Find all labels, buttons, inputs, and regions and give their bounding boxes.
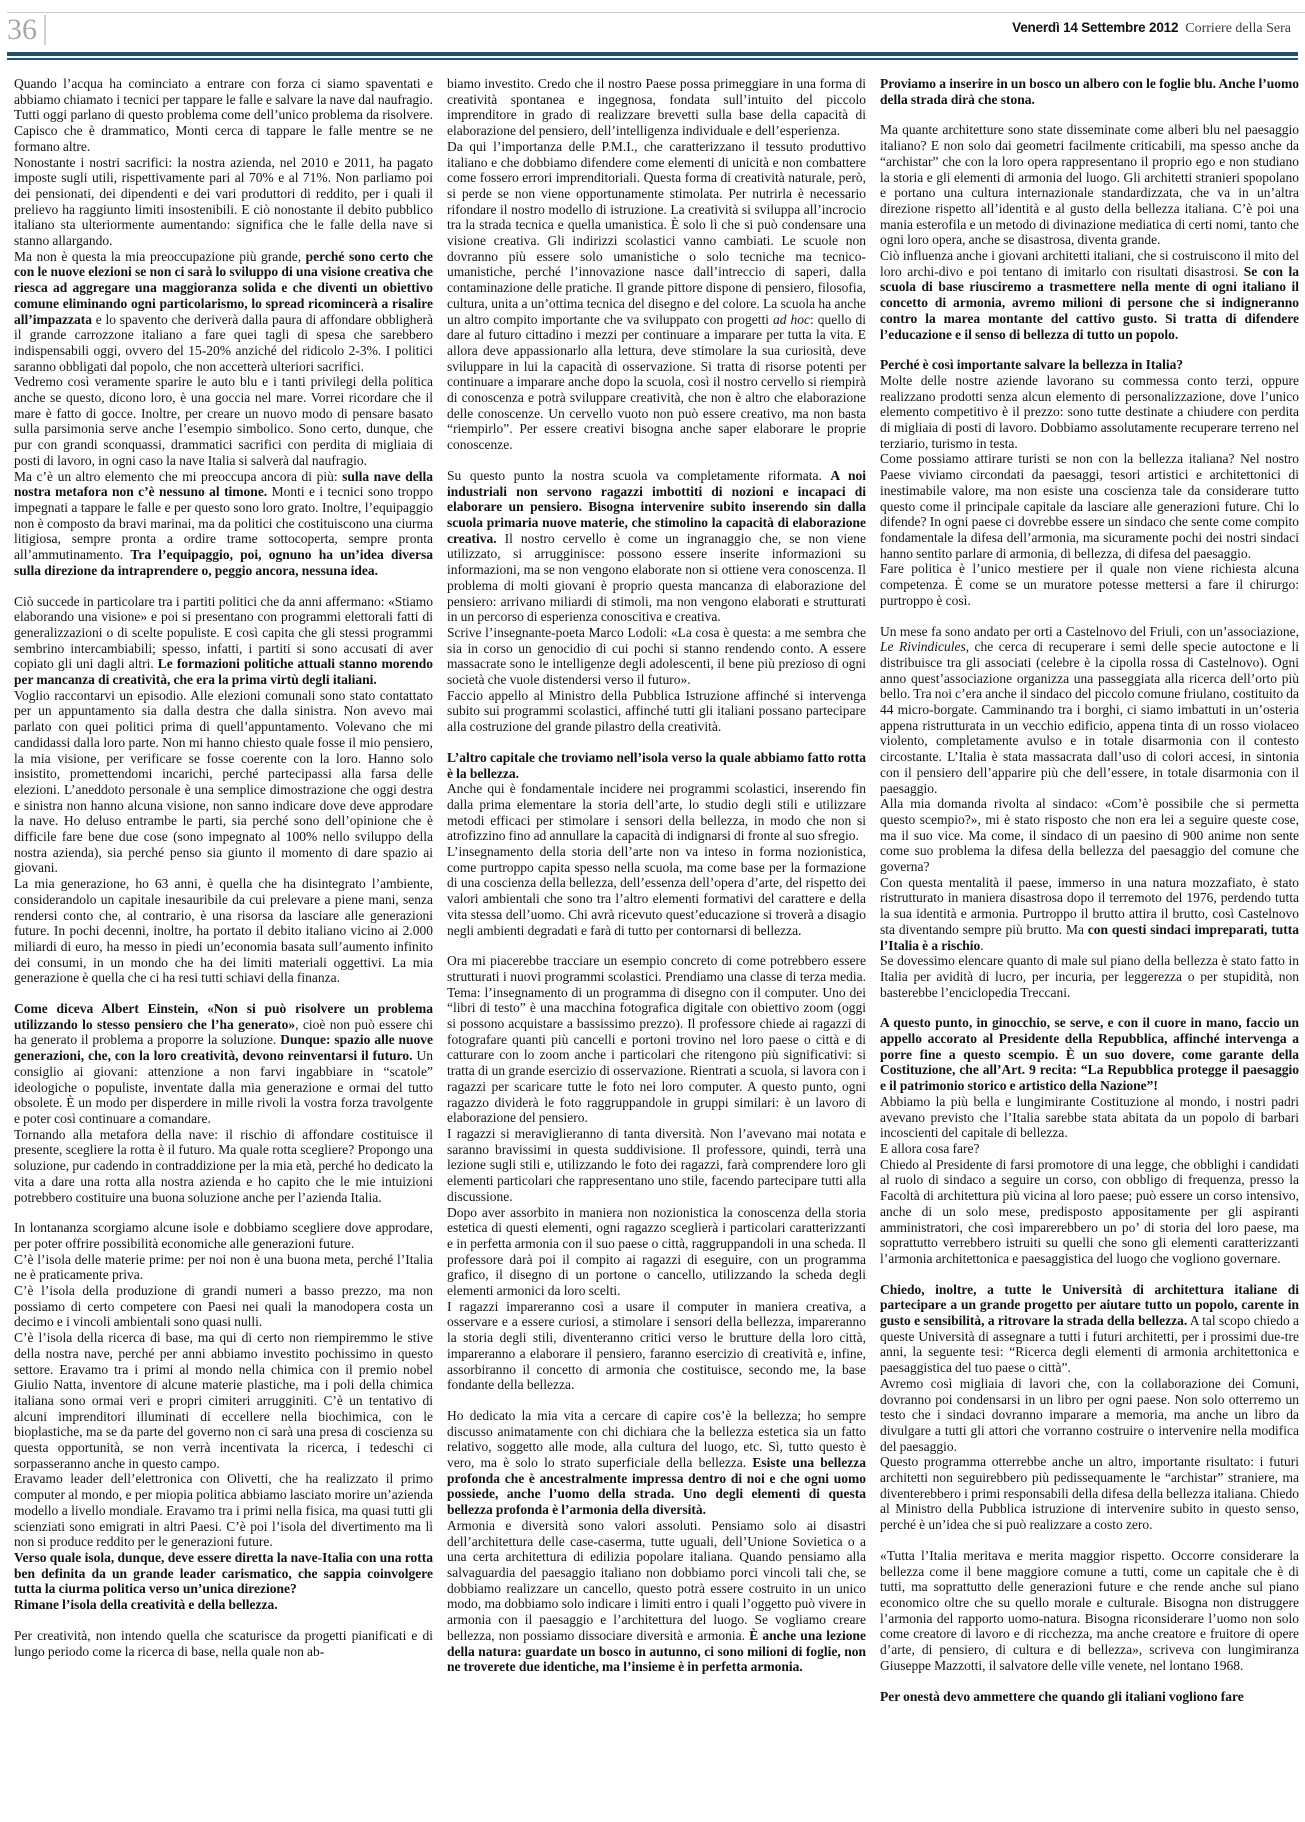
paragraph: Armonia e diversità sono valori assoluti. Pensiamo solo ai disastri dell’architettura delle case-caserma, tutte uguali, dell’Unione Sovietica o a una certa architettura di edilizia popolare italiana. Quando pensiamo alla salvaguardia del paesaggio italiano non dobbiamo porci vincoli tali che, se dobbiamo realizzare un cancello, questo potrà essere costruito in un unico modo, ma dobbiamo solo indicare i limiti entro i quali l’oggetto può vivere in armonia con il paesaggio e l’architettura del luogo. Se vogliamo creare bellezza, non possiamo dissociare diversità e armonia. È anche una lezione della natura: guardate un bosco in autunno, ci sono milioni di foglie, non ne troverete due identiche, ma l’insieme è in perfetta armonia. [447,1517,866,1675]
paragraph: L’altro capitale che troviamo nell’isola verso la quale abbiamo fatto rotta è la bellezza. [447,749,866,781]
paragraph: Per onestà devo ammettere che quando gli italiani vogliono fare [880,1688,1244,1704]
paragraph: Scrive l’insegnante-poeta Marco Lodoli: «La cosa è questa: a me sembra che sia in corso un genocidio di cui pochi si stanno rendendo conto. A essere massacrate sono le intelligenze degli adolescenti, il bene più prezioso di ogni società che vuole distendersi verso il futuro». [447,624,866,688]
masthead: Corriere della Sera [1185,21,1291,36]
paragraph: L’insegnamento della storia dell’arte non va inteso in forma nozionistica, come purtroppo capita spesso nella scuola, ma come base per la formazione di una coscienza della bellezza, dell’essenza dell’opera d’arte, del rispetto dei valori ambientali che sono tra l’altro elementi formativi del carattere e della vita stessa dell’uomo. Chi avrà ricevuto quest’educazione si troverà a disagio negli ambienti degradati e farà di tutto per contornarsi di bellezza. [447,844,866,938]
paragraph: Ma c’è un altro elemento che mi preoccupa ancora di più: sulla nave della nostra metafora non c’è nessuno al timone. Monti e i tecnici sono troppo impegnati a tappare le falle e per questo sono loro grato. Inoltre, l’equipaggio non è composto da bravi marinai, ma da politici che costituiscono una ciurma litigiosa, sempre pronta a ordire trame sottocoperta, sempre pronta all’ammutinamento. Tra l’equipaggio, poi, ognuno ha un’idea diversa sulla direzione da intraprendere o, peggio ancora, nessuna idea. [14,468,433,578]
paragraph: Anche qui è fondamentale incidere nei programmi scolastici, inserendo fin dalla prima elementare la storia dell’arte, lo studio degli stili e utilizzare metodi efficaci per stimolare i sensori della bellezza, in modo che non si atrofizzino fino ad annullare la capacità di indignarsi di fronte al suo sfregio. [447,781,866,844]
paragraph: Chiedo al Presidente di farsi promotore di una legge, che obblighi i candidati al ruolo di sindaco a seguire un corso, con obbligo di frequenza, presso la Facoltà di architettura più vicina al loro paese; può essere un corso intensivo, anche di un solo mese, predisposto appositamente per gli aspiranti amministratori, che così imparerebbero un po’ di storia del loro paese, ma soprattutto verrebbero istruiti su quelli che sono gli elementi caratterizzanti l’armonia architettonica e paesaggistica del luogo che vogliono governare. [880,1156,1299,1266]
paragraph: Fare politica è l’unico mestiere per il quale non viene richiesta alcuna competenza. È come se un muratore potesse mettersi a fare il chirurgo: purtroppo è così. [880,561,1299,608]
header-rule-thick [7,52,1298,56]
page-number: 36 [7,15,46,45]
paragraph: C’è l’isola delle materie prime: per noi non è una buona meta, perché l’Italia ne è praticamente priva. [14,1251,433,1283]
paragraph: C’è l’isola della produzione di grandi numeri a basso prezzo, ma non possiamo di certo competere con Paesi nei quali la manodopera costa un decimo e i vincoli ambientali sono quasi nulli. [14,1283,433,1330]
paragraph: A questo punto, in ginocchio, se serve, e con il cuore in mano, faccio un appello accorato al Presidente della Repubblica, affinché intervenga a porre fine a questo scempio. È un suo dovere, come garante della Costituzione, che all’Art. 9 recita: “La Repubblica protegge il paesaggio e il patrimonio storico e artistico della Nazione”! [880,1015,1299,1094]
page-header [1012,19,1291,37]
paragraph: Nonostante i nostri sacrifici: la nostra azienda, nel 2010 e 2011, ha pagato imposte sugli utili, rispettivamente pari al 70% e al 71%. Non parliamo poi dei pensionati, dei dipendenti e dei vari produttori di reddito, per i quali il prelievo ha raggiunto limiti insostenibili. E ciò nonostante il debito pubblico italiano sta ulteriormente aumentando: significa che le falle della nave si stanno allargando. [14,154,433,249]
paragraph: Eravamo leader dell’elettronica con Olivetti, che ha realizzato il primo computer al mondo, e per miopia politica abbiamo lasciato morire un’azienda modello a livello mondiale. Eravamo tra i primi nella fisica, ma quasi tutti gli scienziati sono emigrati in altri Paesi. C’è poi l’isola del divertimento ma lì non si produce reddito per le generazioni future. [14,1471,433,1550]
paragraph: Alla mia domanda rivolta al sindaco: «Com’è possibile che si permetta questo scempio?», mi è stato risposto che non era lei a seguire queste cose, ma il suo vice. Ma come, il sindaco di un paesino di 900 anime non sente come suo problema la difesa della bellezza del paesaggio del comune che governa? [880,796,1299,875]
paragraph: Se dovessimo elencare quanto di male sul piano della bellezza è stato fatto in Italia per avidità di lucro, per incuria, per leggerezza o per stupidità, non basterebbe l’enciclopedia Treccani. [880,953,1299,1000]
paragraph: Molte delle nostre aziende lavorano su commessa conto terzi, oppure realizzano prodotti senza alcun elemento di personalizzazione, dove l’unico elemento competitivo è il prezzo: sono tutte destinate a chiudere con perdita di migliaia di posti di lavoro. Dobbiamo assolutamente recuperare terreno nel terziario, turismo in testa. [880,372,1299,451]
paragraph: Su questo punto la nostra scuola va completamente riformata. A noi industriali non servono ragazzi imbottiti di nozioni e incapaci di elaborare un pensiero. Bisogna intervenire subito inserendo sin dalla scuola primaria nuove materie, che stimolino la capacità di elaborazione creativa. Il nostro cervello è come un ingranaggio che, se non viene utilizzato, si arrugginisce: possono essere inserite informazioni su informazioni, ma se non vengono elaborate non si ottiene vera conoscenza. Il problema di molti giovani è proprio questa mancanza di elaborazione del pensiero: arrivano miliardi di stimoli, ma non vengono elaborati e strutturati in un percorso di esperienza conoscitiva e creativa. [447,467,866,625]
paragraph: Proviamo a inserire in un bosco un albero con le foglie blu. Anche l’uomo della strada dirà che stona. [880,76,1299,107]
paragraph: Faccio appello al Ministro della Pubblica Istruzione affinché si intervenga subito sui programmi scolastici, affinché tutti gli italiani possano partecipare alla costruzione del grande pilastro della creatività. [447,687,866,735]
paragraph: In lontananza scorgiamo alcune isole e dobbiamo scegliere dove approdare, per poter offrire possibilità economiche alle generazioni future. [14,1220,433,1251]
paragraph: Con questa mentalità il paese, immerso in una natura mozzafiato, è stato ristrutturato in maniera disastrosa dopo il terremoto del 1976, perdendo tutta la sua identità e armonia. Purtroppo il brutto attira il brutto, così Castelnovo sta diventando sempre più brutto. Ma con questi sindaci impreparati, tutta l’Italia è a rischio. [880,874,1299,953]
paragraph: Dopo aver assorbito in maniera non nozionistica la conoscenza della storia estetica di questi elementi, ogni ragazzo sceglierà i particolari caratterizzanti e in perfetta armonia con il suo paese o città, raggruppandoli in una scheda. Il professore darà poi il compito ai ragazzi di eseguire, con un programma grafico, il disegno di un portone o cancello, utilizzando la scheda degli elementi armonici da loro scelti. [447,1204,866,1299]
paragraph: Quando l’acqua ha cominciato a entrare con forza ci siamo spaventati e abbiamo chiamato i tecnici per tappare le falle e salvare la nave dal naufragio. Tutti oggi parlano di questo problema come dell’unico problema da risolvere. Capisco che è drammatico, Monti cerca di tappare le falle mentre se ne formano altre. [14,76,433,154]
paragraph: Verso quale isola, dunque, deve essere diretta la nave-Italia con una rotta ben definita da un grande leader carismatico, che sappia coinvolgere tutta la ciurma politica verso un’unica direzione? [14,1549,433,1597]
paragraph: Questo programma otterrebbe anche un altro, importante risultato: i futuri architetti non seguirebbero più pedissequamente le “archistar” straniere, ma diventerebbero i primi responsabili della difesa della bellezza italiana. Chiedo al Ministro della Pubblica istruzione di intervenire subito in questo senso, perché è un’idea che si può realizzare a costo zero. [880,1454,1299,1533]
paragraph: Ciò succede in particolare tra i partiti politici che da anni affermano: «Stiamo elaborando una visione» e poi si presentano con programmi elettorali fatti di generalizzazioni o di scelte populiste. E così capita che gli stessi programmi sembrino intercambiabili; spesso, infatti, i partiti si sono accusati di aver copiato gli uni dagli altri. Le formazioni politiche attuali stanno morendo per mancanza di creatività, che era la prima virtù degli italiani. [14,593,433,688]
paragraph: C’è l’isola della ricerca di base, ma qui di certo non riempiremmo le stive della nostra nave, perché per anni abbiamo investito pochissimo in questo settore. Eravamo tra i primi al mondo nella chimica con il premio nobel Giulio Natta, inventore di alcune materie plastiche, ma i poli della chimica italiana sono ormai veri e propri cimiteri arrugginiti. C’è un tentativo di alcuni imprenditori illuminati di eccellere nella biochimica, con le bioplastiche, ma se da parte del governo non ci sarà una presa di coscienza su questa opportunità, se non verrà incentivata la ricerca, i tedeschi ci sorpasseranno anche in questo campo. [14,1330,433,1471]
paragraph: La mia generazione, ho 63 anni, è quella che ha disintegrato l’ambiente, considerandolo un capitale inesauribile da cui prelevare a piene mani, senza rendersi conto che, al contrario, è una risorsa da lasciare alle generazioni future. In pochi decenni, inoltre, ha portato il debito italiano vicino ai 2.000 miliardi di euro, ha messo in piedi un’economia basata sull’aumento infinito dei consumi, in un mondo che ha dei limiti materiali oggettivi. La mia generazione è quella che ci ha resi tutti schiavi della finanza. [14,876,433,986]
article-column-1 [14,76,433,1818]
paragraph: Ciò influenza anche i giovani architetti italiani, che si costruiscono il mito del loro archi-divo e poi tentano di imitarlo con risultati disastrosi. Se con la scuola di base riusciremo a trasmettere nella mente di ogni italiano il concetto di armonia, avremo milioni di persone che si indigneranno contro la marea montante del cattivo gusto. Si tratta di difendere l’educazione e il senso di bellezza di tutto un popolo. [880,248,1299,342]
paragraph: Come possiamo attirare turisti se non con la bellezza italiana? Nel nostro Paese viviamo circondati da paesaggi, tesori artistici e architettonici di inestimabile valore, ma non esiste una coscienza tale da considerare tutto questo come il principale capitale da lasciare alle generazioni future. Chi lo difende? In ogni paese ci dovrebbe essere un sindaco che sente come compito fondamentale la difesa dell’armonia, ma sicuramente pochi dei nostri sindaci hanno sentito parlare di armonia, di bellezza, di difesa del paesaggio. [880,451,1299,561]
paragraph: Voglio raccontarvi un episodio. Alle elezioni comunali sono stato contattato per un appuntamento sia dalla destra che dalla sinistra. Non avevo mai parlato con quei politici prima di quell’appuntamento. Volevano che mi candidassi dalla loro parte. Non mi hanno chiesto quale fosse il mio pensiero, la mia visione, per verificare se fosse coerente con la loro. Hanno solo insistito, promettendomi incarichi, perché partecipassi alla farsa delle elezioni. L’aneddoto personale è una semplice dimostrazione che oggi destra e sinistra non hanno alcuna visione, non sanno indicare dove deve approdare la nave. Ho deluso entrambe le parti, sia perché sono dell’opinione che è difficile fare bene due cose (sono impegnato al 100% nello sviluppo della nostra azienda), sia perché penso sia giunto il momento di dare spazio ai giovani. [14,687,433,876]
paragraph: Ma quante architetture sono state disseminate come alberi blu nel paesaggio italiano? E non solo dai geometri facilmente criticabili, ma spesso anche da “archistar” che con la loro opera rappresentano il proprio ego e non studiano la storia e gli elementi di armonia del luogo. Gli architetti stranieri spopolano e portano una cultura internazionale standardizzata, che va in un’altra direzione rispetto all’identità e al gusto della bellezza italiana. C’è poi una mania esterofila e un metodo di divinazione mediatica di certi nomi, tanto che ogni loro opera, anche se disastrosa, diventa grande. [880,122,1299,248]
article-column-2 [447,76,866,1818]
paragraph: Per creatività, non intendo quella che scaturisce da progetti pianificati e di lungo periodo come la ricerca di base, nella quale non ab- [14,1627,433,1659]
paragraph: I ragazzi impareranno così a usare il computer in maniera creativa, a osservare e a essere curiosi, a stimolare i sensori della bellezza, impareranno la storia degli stili, diventeranno critici verso le brutture della loro città, impareranno a elaborare il pensiero, faranno esercizio di creatività e, infine, assorbiranno il concetto di armonia che costituisce, secondo me, la base fondante della bellezza. [447,1298,866,1393]
header-date: Venerdì 14 Settembre 2012 [1012,20,1179,35]
paragraph: Ora mi piacerebbe tracciare un esempio concreto di come potrebbero essere strutturati i nuovi programmi scolastici. Prendiamo una classe di terza media. Tema: l’insegnamento di un programma di disegno con il computer. Uno dei “libri di testo” è una macchina fotografica digitale con obiettivo zoom (oggi si possono acquistare a bassissimo prezzo). Il professore chiede ai ragazzi di fotografare quanti più cancelli e portoni trovino nel loro paese o città e di catturare con lo zoom anche i particolari che ritengono più significativi: si tratta di un grande esercizio di osservazione. Rientrati a scuola, si lavora con i ragazzi per scaricare tutte le foto nei loro computer. A questo punto, ogni ragazzo dividerà le foto raggruppandole in gruppi similari: è un lavoro di elaborazione del pensiero. [447,953,866,1126]
top-hairline [7,12,1305,13]
paragraph: Chiedo, inoltre, a tutte le Università di architettura italiane di partecipare a un grande progetto per aiutare tutto un popolo, carente in gusto e sensibilità, a ritrovare la strada della bellezza. A tal scopo chiedo a queste Università di assegnare a tutti i futuri architetti, per i prossimi due-tre anni, la seguente tesi: “Ricerca degli elementi di armonia architettonica e paesaggistica del tuo paese o città”. [880,1281,1299,1376]
paragraph: Perché è così importante salvare la bellezza in Italia? [880,357,1184,373]
paragraph: Ho dedicato la mia vita a cercare di capire cos’è la bellezza; ho sempre discusso animatamente con chi dichiara che la bellezza estetica sia un fatto relativo, soggetto alle mode, alla cultura del luogo, etc. Sì, tutto questo è vero, ma è solo lo strato superficiale della bellezza. Esiste una bellezza profonda che è ancestralmente impressa dentro di noi e che ogni uomo possiede, anche l’uomo della strada. Uno degli elementi di questa bellezza profonda è l’armonia della diversità. [447,1407,866,1518]
paragraph: Tornando alla metafora della nave: il rischio di affondare costituisce il presente, scegliere la rotta è il futuro. Ma quale rotta scegliere? Propongo una soluzione, pur cadendo in contraddizione per la mia età, perché ho dedicato la vita a dare una rotta alla nostra azienda e ho capito che le mie intuizioni potrebbero costituire una buona soluzione anche per l’azienda Italia. [14,1126,433,1205]
paragraph: E allora cosa fare? [880,1141,980,1156]
paragraph: «Tutta l’Italia meritava e merita maggior rispetto. Occorre considerare la bellezza come il bene maggiore comune a tutti, come un capitale che è di tutti, ma soprattutto delle generazioni future e che rende anche sul piano economico oltre che su quello morale e culturale. Bisogna non distruggere l’armonia del rapporto uomo-natura. Bisogna riconsiderare l’uomo non solo come creatore di lavoro e di ricchezza, ma anche creatore e fruitore di opere d’arte, di pensiero, di cultura e di bellezza», scriveva con lungimiranza Giuseppe Mazzotti, il salvatore delle ville venete, nel lontano 1968. [880,1547,1299,1673]
paragraph: Vedremo così veramente sparire le auto blu e i tanti privilegi della politica anche se questo, dicono loro, è una goccia nel mare. Vorrei ricordare che il mare è fatto di gocce. Inoltre, per creare un nuovo modo di pensare basato sulla parsimonia serve anche l’esempio simbolico. Sono certo, dunque, che pur con grandi sconquassi, drammatici sacrifici con perdita di migliaia di posti di lavoro, in ogni caso la nave Italia si salverà dal naufragio. [14,374,433,468]
paragraph: Rimane l’isola della creatività e della bellezza. [14,1597,278,1613]
paragraph: Come diceva Albert Einstein, «Non si può risolvere un problema utilizzando lo stesso pensiero che l’ha generato», cioè non può essere chi ha generato il problema a proporre la soluzione. Dunque: spazio alle nuove generazioni, che, con la loro creatività, devono reinventarsi il futuro. Un consiglio ai giovani: attenzione a non farvi ingabbiare in “scatole” ideologiche o populiste, inventate dalla mia generazione e ormai del tutto obsolete. È un modo per disperdere in mille rivoli la vostra forza travolgente e poter così continuare a comandare. [14,1001,433,1126]
paragraph: Un mese fa sono andato per orti a Castelnovo del Friuli, con un’associazione, Le Rivindicules, che cerca di recuperare i semi delle specie autoctone e li distribuisce tra gli associati (celebre è la cipolla rossa di Castelnovo). Ogni anno quest’associazione organizza una passeggiata alla ricerca dell’orto più bello. Tra noi c’era anche il sindaco del piccolo comune friulano, costituito da 44 micro-borgate. Camminando tra i borghi, ci siamo imbattuti in un’osteria appena ristrutturata in un vecchio edificio, appena tinta di un rosso violaceo violento, completamente avulso e in totale disarmonia con il contesto circostante. L’Italia è stata massacrata dall’uso di colori accesi, in sintonia con il pensiero dell’apparire più che dell’essere, in totale disarmonia con il paesaggio. [880,623,1299,796]
paragraph: Abbiamo la più bella e lungimirante Costituzione al mondo, i nostri padri avevano previsto che l’Italia sarebbe stata abitata da un popolo di barbari incoscienti del capitale di bellezza. [880,1093,1299,1141]
article-body [14,76,1299,1818]
paragraph: Ma non è questa la mia preoccupazione più grande, perché sono certo che con le nuove elezioni se non ci sarà lo sviluppo di una visione creativa che riesca ad aggregare una maggioranza solida e che diventi un obiettivo comune eliminando ogni particolarismo, lo spread ricomincerà a risalire all’impazzata e lo spavento che deriverà dalla paura di affondare obbligherà il grande carrozzone italiano a fare quei tagli di spesa che sarebbero indispensabili oggi, ovvero del 15-20% anziché del ridicolo 2-3%. I politici saranno obbligati dal popolo, che non accetterà ulteriori sacrifici. [14,248,433,374]
paragraph: Da qui l’importanza delle P.M.I., che caratterizzano il tessuto produttivo italiano e che dobbiamo difendere come elementi di unicità e non combattere come fossero errori imprenditoriali. Questa forma di creatività naturale, però, si perde se non viene opportunamente stimolata. Per nutrirla è necessario rifondare il nostro modello di istruzione. La creatività si sviluppa all’incrocio tra la strada tecnica e quella umanistica. È solo lì che si può condensare una visione creativa. Gli indirizzi scolastici vanno cambiati. Le scuole non dovranno più essere solo umanistiche o solo tecniche ma tecnico-umanistiche, perché l’innovazione nasce dall’intreccio di saperi, dalla contaminazione delle pratiche. Il grande pittore dispone di pensiero, filosofia, cultura, unita a un’ottima tecnica del disegno e del colore. La scuola ha anche un altro compito importante che va sviluppato con progetti ad hoc: quello di dare al futuro cittadino i mezzi per continuare a imparare per tutta la vita. E allora deve appassionarlo alla lettura, deve stimolare la sua curiosità, deve sviluppare in lui la capacità di osservazione. Si tratta di risorse potenti per continuare a imparare anche dopo la scuola, così il nostro cervello si riempirà di conoscenza e potrà sviluppare creatività, che non è altro che elaborazione delle conoscenze. Un cervello vuoto non può essere creativo, ma non basta “riempirlo”. Per essere creativi bisogna anche saper elaborare le proprie conoscenze. [447,138,866,453]
article-column-3 [880,76,1299,1818]
paragraph: biamo investito. Credo che il nostro Paese possa primeggiare in una forma di creatività spontanea e ingegnosa, fondata sull’intuito del piccolo imprenditore in grado di realizzare brevetti sulla base della capacità di elaborazione del pensiero, dell’intelligenza individuale e dell’esperienza. [447,76,866,139]
header-rule [7,52,1298,60]
paragraph: I ragazzi si meraviglieranno di tanta diversità. Non l’avevano mai notata e saranno bravissimi in questa suddivisione. Il professore, quindi, terrà una lezione sugli stili e, utilizzando le foto dei ragazzi, farà comprendere loro gli elementi particolari che rappresentano uno stile, facendo partecipare tutti alla discussione. [447,1126,866,1204]
paragraph: Avremo così migliaia di lavori che, con la collaborazione dei Comuni, dovranno poi condensarsi in un libro per ogni paese. Non solo otterremo un testo che i sindaci dovranno imparare a memoria, ma anche un libro da divulgare a tutti gli attori che vorranno costruire o intervenire nella modifica del paesaggio. [880,1375,1299,1454]
header-rule-thin [7,58,1298,60]
